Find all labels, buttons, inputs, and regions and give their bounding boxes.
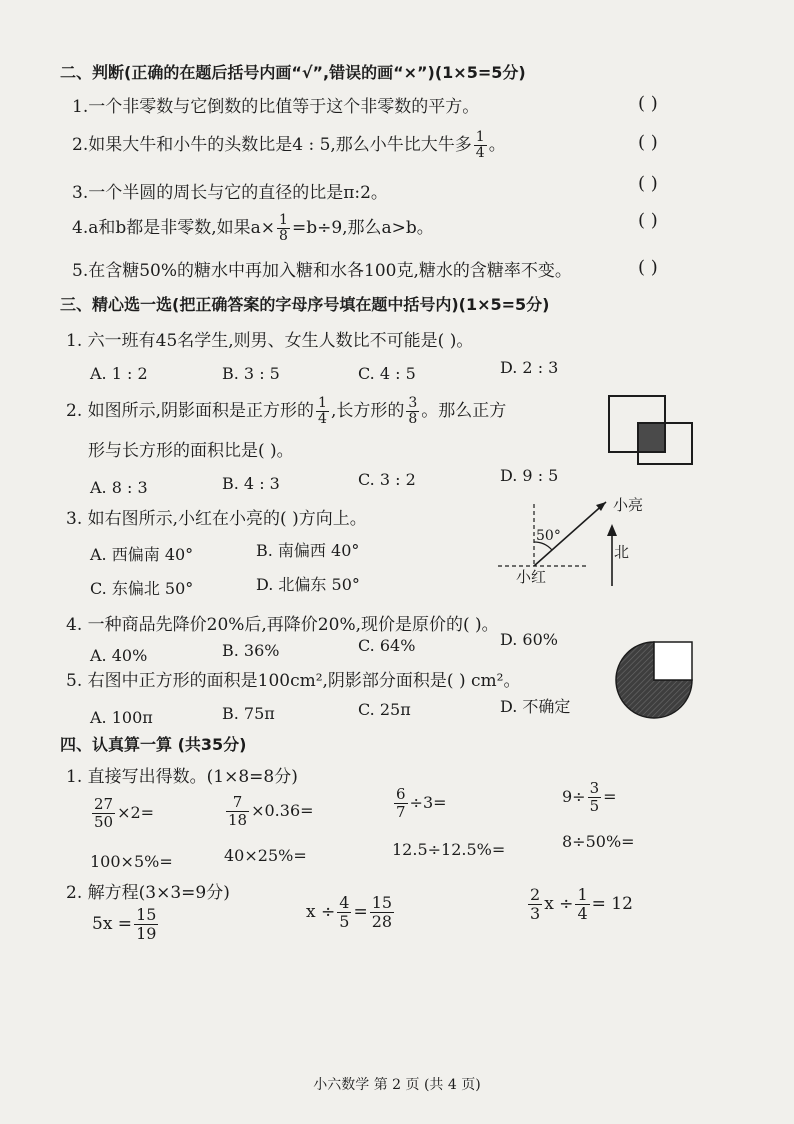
- equation-2-lhs: x ÷: [306, 902, 336, 922]
- choice-q4-option-c[interactable]: C. 64%: [358, 636, 416, 655]
- fraction: [528, 886, 542, 923]
- xiaoliang-label: 小亮: [613, 496, 644, 514]
- choice-q2-text-mid: ,长方形的: [330, 401, 405, 421]
- north-label: 北: [614, 543, 630, 561]
- choice-q2-option-b[interactable]: B. 4 : 3: [222, 474, 280, 493]
- choice-q3-option-c[interactable]: C. 东偏北 50°: [90, 579, 194, 598]
- calc-item-8: 8÷50%=: [562, 832, 635, 851]
- equation-3: [526, 886, 633, 923]
- fraction: [134, 906, 158, 943]
- fraction: [92, 796, 115, 831]
- judge-item-4-paren[interactable]: ( ): [638, 210, 658, 231]
- choice-q1-option-a[interactable]: A. 1 : 2: [90, 364, 148, 383]
- choice-q1-option-c[interactable]: C. 4 : 5: [358, 364, 416, 383]
- judge-item-3: 3.一个半圆的周长与它的直径的比是π:2。: [72, 183, 388, 203]
- numerator: 4: [339, 893, 350, 912]
- judge-item-4-text: 4.a和b都是非零数,如果a×: [72, 218, 276, 238]
- numerator: 2: [530, 885, 541, 904]
- choice-q1-option-b[interactable]: B. 3 : 5: [222, 364, 280, 383]
- calc-item-3-expr: ÷3=: [409, 793, 447, 812]
- equation-2: [306, 894, 396, 931]
- denominator: 5: [589, 797, 600, 815]
- numerator: 1: [318, 395, 327, 411]
- numerator: 3: [589, 779, 600, 797]
- calc-subheading: 1. 直接写出得数。(1×8=8分): [66, 767, 298, 787]
- choice-q2-text-end: 。那么正方: [421, 401, 507, 421]
- denominator: 28: [371, 912, 393, 931]
- numerator: 15: [371, 893, 393, 912]
- fraction: [575, 886, 589, 923]
- inner-square: [654, 642, 692, 680]
- numerator: 15: [136, 905, 157, 924]
- fraction: [277, 213, 290, 244]
- equation-3-mid: x ÷: [544, 894, 574, 914]
- numerator: 1: [279, 212, 288, 228]
- calc-item-4-expr: 9÷: [562, 787, 586, 806]
- angle-label: 50°: [536, 528, 561, 544]
- denominator: 50: [94, 813, 114, 831]
- judge-item-2: [72, 127, 506, 163]
- fraction: [337, 894, 351, 931]
- choice-q4-option-b[interactable]: B. 36%: [222, 641, 280, 660]
- section4-heading: 四、认真算一算 (共35分): [60, 735, 247, 754]
- choice-q1: 1. 六一班有45名学生,则男、女生人数比不可能是( )。: [66, 331, 474, 351]
- choice-q2-option-d[interactable]: D. 9 : 5: [500, 466, 559, 485]
- calc-item-4-equals: =: [603, 787, 617, 806]
- choice-q5-option-b[interactable]: B. 75π: [222, 704, 275, 723]
- choice-q3-option-d[interactable]: D. 北偏东 50°: [256, 575, 360, 594]
- fraction: [226, 794, 249, 829]
- fraction: [394, 786, 408, 821]
- choice-q2-option-c[interactable]: C. 3 : 2: [358, 470, 416, 489]
- choice-q3-option-b[interactable]: B. 南偏西 40°: [256, 541, 360, 560]
- denominator: 19: [136, 924, 157, 943]
- choice-q5-option-a[interactable]: A. 100π: [90, 708, 153, 727]
- circle-square-figure: [612, 638, 696, 722]
- calc-item-4: [562, 780, 617, 815]
- denominator: 4: [475, 145, 485, 161]
- judge-item-4: [72, 210, 434, 246]
- fraction: [316, 396, 329, 427]
- denominator: 3: [530, 904, 541, 923]
- section3-heading: 三、精心选一选(把正确答案的字母序号填在题中括号内)(1×5=5分): [60, 295, 550, 314]
- calc-item-1: [90, 796, 154, 831]
- denominator: 18: [228, 811, 248, 829]
- choice-q2-option-a[interactable]: A. 8 : 3: [90, 478, 148, 497]
- judge-item-5-paren[interactable]: ( ): [638, 257, 658, 278]
- choice-q2-line1: [66, 392, 506, 430]
- calc-item-6: 40×25%=: [224, 846, 307, 865]
- equation-1: [92, 906, 160, 943]
- denominator: 4: [577, 904, 588, 923]
- calc-item-7: 12.5÷12.5%=: [392, 840, 506, 859]
- choice-q2-text: 2. 如图所示,阴影面积是正方形的: [66, 401, 315, 421]
- calc-item-2: [224, 794, 314, 829]
- choice-q5-option-d[interactable]: D. 不确定: [500, 697, 571, 716]
- judge-item-3-paren[interactable]: ( ): [638, 173, 658, 194]
- choice-q1-option-d[interactable]: D. 2 : 3: [500, 358, 559, 377]
- denominator: 8: [279, 228, 288, 244]
- denominator: 8: [408, 411, 418, 427]
- north-arrowhead: [607, 524, 617, 536]
- equations-subheading: 2. 解方程(3×3=9分): [66, 883, 230, 903]
- equation-1-lhs: 5x =: [92, 914, 133, 934]
- calc-item-1-expr: ×2=: [117, 803, 155, 822]
- numerator: 7: [226, 794, 249, 812]
- section2-heading: 二、判断(正确的在题后括号内画“√”,错误的画“×”)(1×5=5分): [60, 63, 526, 82]
- judge-item-5: 5.在含糖50%的糖水中再加入糖和水各100克,糖水的含糖率不变。: [72, 261, 572, 281]
- numerator: 6: [396, 785, 406, 803]
- judge-item-2-end: 。: [488, 135, 506, 155]
- choice-q3: 3. 如右图所示,小红在小亮的( )方向上。: [66, 509, 367, 529]
- fraction: [588, 780, 602, 815]
- square-rectangle-figure: [606, 392, 696, 470]
- choice-q4-option-d[interactable]: D. 60%: [500, 630, 558, 649]
- numerator: 1: [475, 129, 485, 145]
- denominator: 4: [318, 411, 327, 427]
- fraction: [370, 894, 394, 931]
- page-footer: 小六数学 第 2 页 (共 4 页): [313, 1077, 481, 1093]
- choice-q2-line2: 形与长方形的面积比是( )。: [88, 441, 294, 461]
- denominator: 5: [339, 912, 350, 931]
- numerator: 27: [94, 795, 114, 813]
- denominator: 7: [396, 803, 406, 821]
- calc-item-3: [392, 786, 447, 821]
- fraction: [474, 130, 487, 161]
- choice-q4: 4. 一种商品先降价20%后,再降价20%,现价是原价的( )。: [66, 615, 499, 635]
- judge-item-2-text: 2.如果大牛和小牛的头数比是4 : 5,那么小牛比大牛多: [72, 135, 472, 155]
- equation-2-equals: =: [353, 902, 368, 922]
- choice-q3-option-a[interactable]: A. 西偏南 40°: [90, 545, 194, 564]
- judge-item-4-end: =b÷9,那么a>b。: [291, 218, 434, 238]
- judge-item-2-paren[interactable]: ( ): [638, 132, 658, 153]
- equation-3-rhs: = 12: [591, 894, 633, 914]
- xiaohong-label: 小红: [516, 568, 547, 586]
- choice-q5-option-c[interactable]: C. 25π: [358, 700, 411, 719]
- choice-q4-option-a[interactable]: A. 40%: [90, 646, 148, 665]
- numerator: 1: [577, 885, 588, 904]
- judge-item-1-paren[interactable]: ( ): [638, 93, 658, 114]
- numerator: 3: [408, 395, 418, 411]
- shaded-overlap: [639, 424, 664, 451]
- calc-item-2-expr: ×0.36=: [251, 801, 314, 820]
- calc-item-5: 100×5%=: [90, 852, 173, 871]
- judge-item-1: 1.一个非零数与它倒数的比值等于这个非零数的平方。: [72, 97, 480, 117]
- fraction: [406, 396, 419, 427]
- choice-q5: 5. 右图中正方形的面积是100cm²,阴影部分面积是( ) cm²。: [66, 671, 521, 691]
